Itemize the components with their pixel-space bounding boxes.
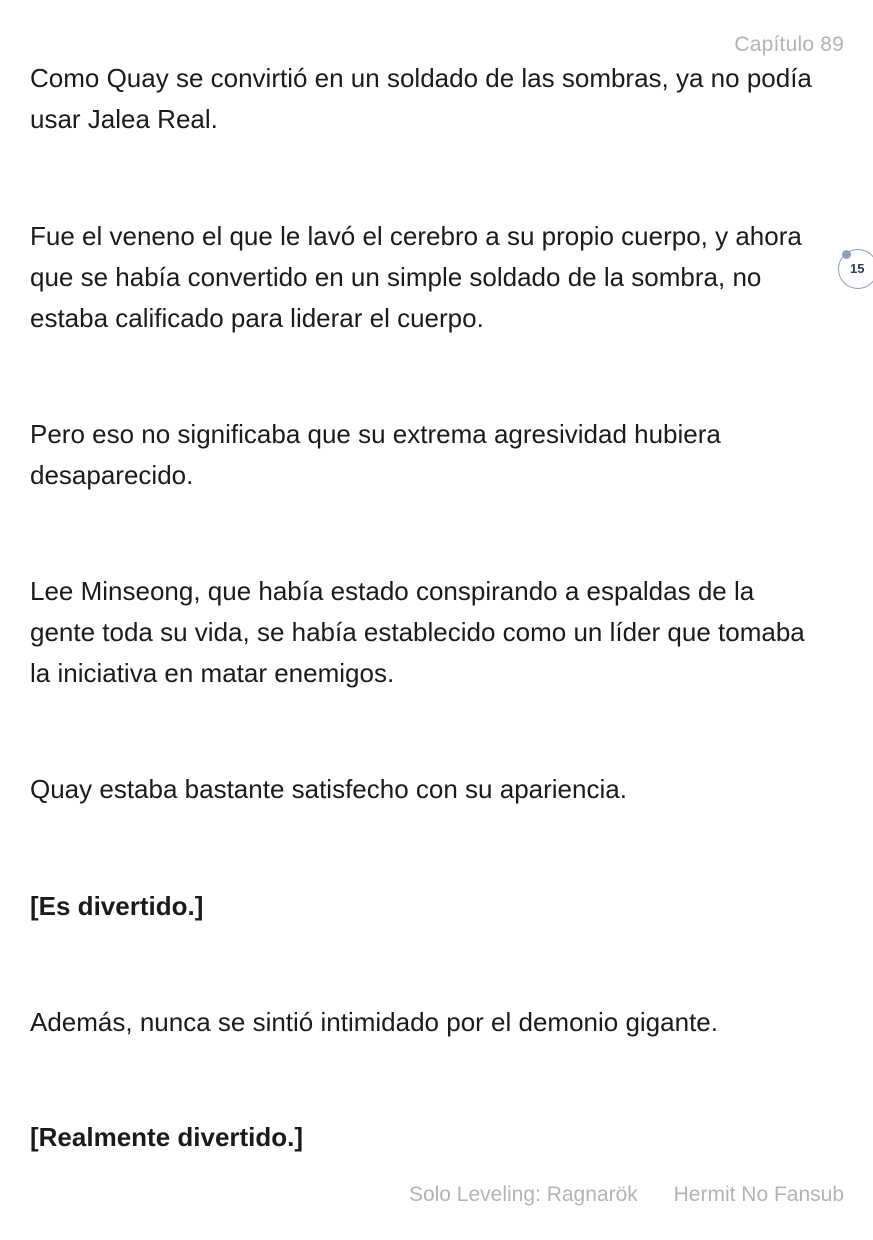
footer (409, 1183, 844, 1207)
paragraph-2: Fue el veneno el que le lavó el cerebro a su propio cuerpo, y ahora que se había convertido en un simple soldado de la sombra, no estaba calificado para liderar el cuerpo. (30, 221, 802, 333)
paragraph-6-dialogue: [Es divertido.] (30, 891, 204, 921)
paragraph-7: Además, nunca se sintió intimidado por el demonio gigante. (30, 1007, 718, 1037)
chapter-title: Capítulo 89 (734, 33, 844, 56)
paragraph-8-dialogue: [Realmente divertido.] (30, 1122, 304, 1152)
paragraph-5: Quay estaba bastante satisfecho con su apariencia. (30, 774, 627, 804)
page-number-badge[interactable] (838, 249, 873, 289)
badge-dot-icon (842, 250, 851, 259)
paragraph-3: Pero eso no significaba que su extrema agresividad hubiera desaparecido. (30, 419, 721, 490)
novel-title: Solo Leveling: Ragnarök (408, 1183, 638, 1206)
translator-credit: Hermit No Fansub (673, 1183, 844, 1206)
paragraph-4: Lee Minseong, que había estado conspirando a espaldas de la gente toda su vida, se había establecido como un líder que tomaba la iniciativa en matar enemigos. (30, 576, 805, 688)
paragraph-1: Como Quay se convirtió en un soldado de las sombras, ya no podía usar Jalea Real. (30, 63, 812, 134)
page-number: 15 (850, 261, 865, 276)
